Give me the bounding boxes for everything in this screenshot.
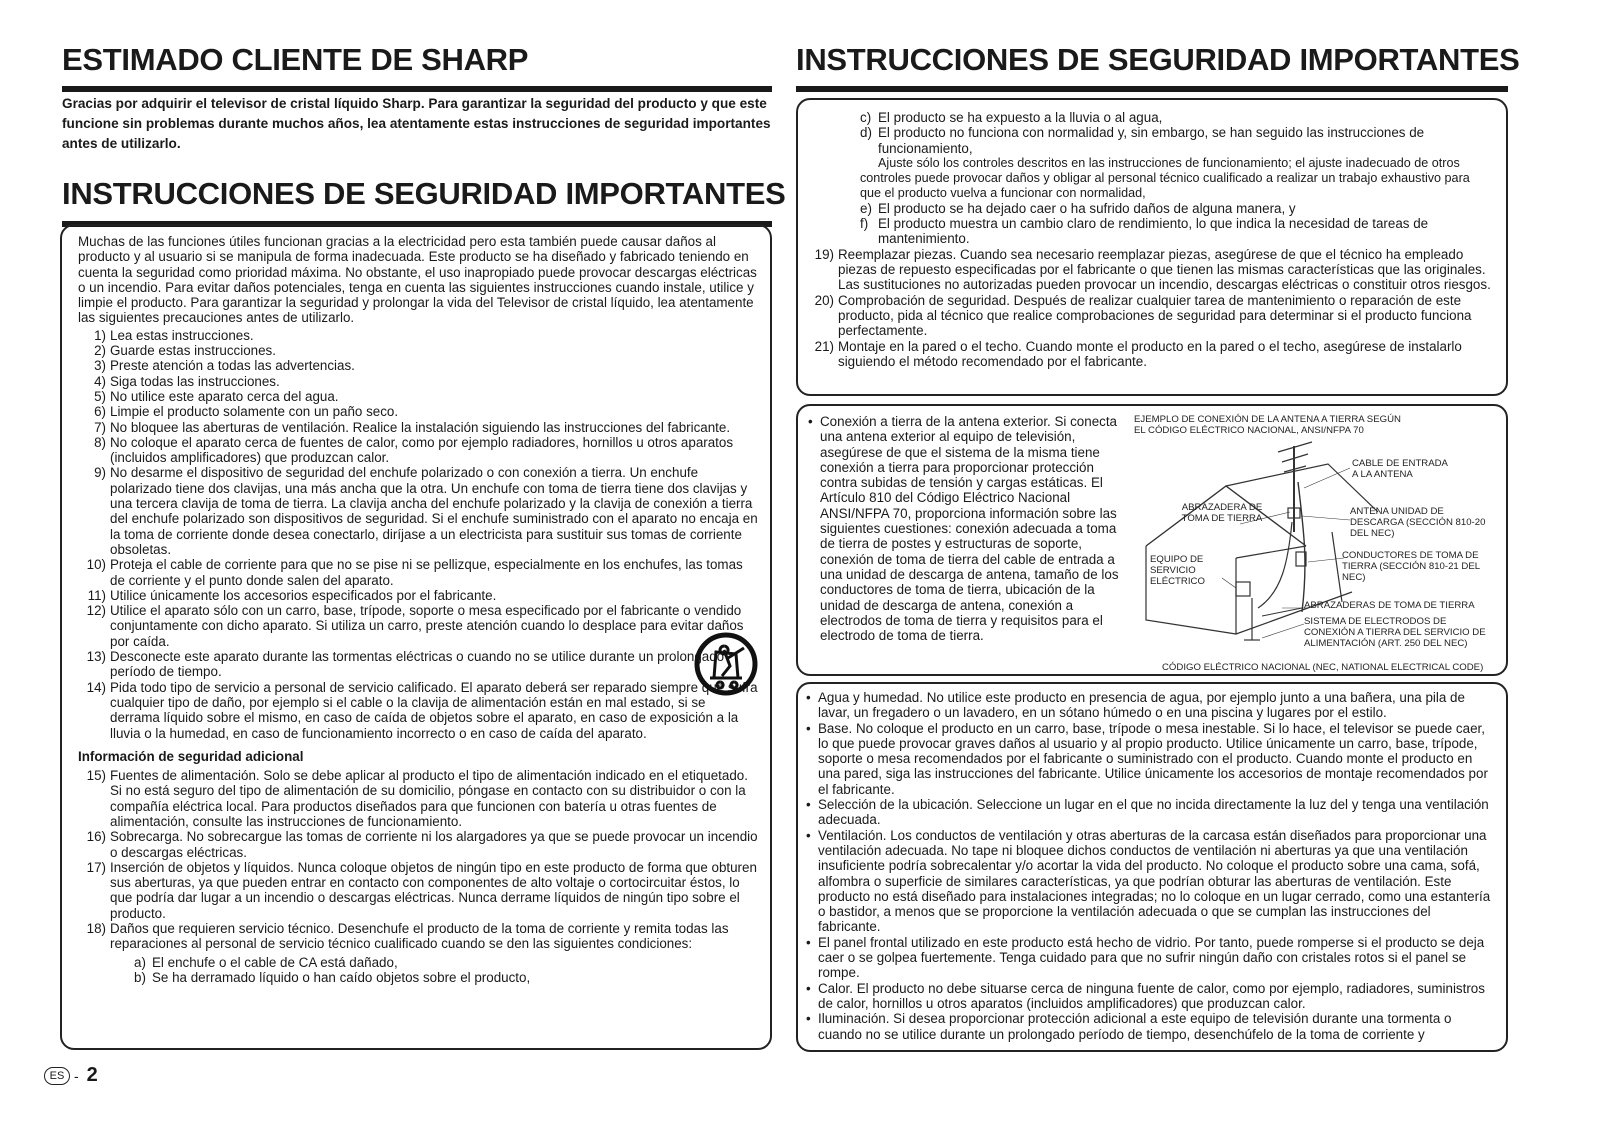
item-text: Fuentes de alimentación. Solo se debe aplicar al producto el tipo de alimentación indicado en el etiquetado. Si no está seguro del tipo de alimentación de su domicilio, póngase en contacto con su distribuidor o con la compañía eléctrica local. Para productos diseñados para que funcionen con batería u otras fuentes de alimentación, consulte las instrucciones de funcionamiento. bbox=[110, 768, 748, 829]
item-text: El enchufe o el cable de CA está dañado, bbox=[152, 954, 398, 970]
list-item bbox=[806, 247, 1494, 293]
list-item bbox=[78, 860, 758, 921]
item-text: El producto muestra un cambio claro de rendimiento, lo que indica la necesidad de tareas de mantenimiento. bbox=[878, 216, 1429, 247]
list-item bbox=[78, 588, 758, 603]
item-text: No bloquee las aberturas de ventilación. Realice la instalación siguiendo las instrucciones del fabricante. bbox=[110, 419, 731, 435]
antenna-text: • Conexión a tierra de la antena exterior. Si conecta una antena exterior al equipo de televisión, asegúrese de que el sistema de la misma tiene conexión a tierra para proporcionar protección contra subidas de tensión y cargas estáticas. El Artículo 810 del Código Eléctrico Nacional ANSI/NFPA 70, proporciona información sobre las siguientes cuestiones: conexión adecuada a toma de tierra de postes y estructuras de soporte, conexión de toma de tierra del cable de entrada a una unidad de descarga de antena, tamaño de los conductores de toma de tierra, ubicación de la unidad de descarga de antena, conexión a electrodos de toma de tierra y requisitos para el electrodo de toma de tierra. bbox=[806, 414, 1120, 643]
list-item bbox=[806, 339, 1494, 370]
item-text: Guarde estas instrucciones. bbox=[110, 343, 276, 359]
bullet-item: • Base. No coloque el producto en un carro, base, trípode o mesa inestable. Si lo hace, el televisor se puede caer, lo que puede provocar graves daños al usuario y al propio producto. Utilice únicamente un carro, base, trípode, soporte o mesa recomendados por el fabricante o suministrado con el producto. Cuando monte el producto en una pared, siga las instrucciones del fabricante. Utilice únicamente los accesorios de montaje recomendados por el fabricante. bbox=[804, 721, 1496, 797]
safety-box-right-top bbox=[796, 98, 1508, 396]
item-number: 16) bbox=[86, 829, 106, 845]
item-number: 14) bbox=[86, 679, 106, 695]
list-item bbox=[78, 389, 758, 404]
item-text: Limpie el producto solamente con un paño seco. bbox=[110, 404, 399, 420]
right-title: INSTRUCCIONES DE SEGURIDAD IMPORTANTES bbox=[796, 42, 1520, 77]
item-text: Se ha derramado líquido o han caído objetos sobre el producto, bbox=[152, 969, 531, 985]
item-text: Montaje en la pared o el techo. Cuando monte el producto en la pared o el techo, asegúrese de instalarlo siguiendo el método recomendado por el fabricante. bbox=[838, 338, 1462, 369]
item-number: 13) bbox=[86, 649, 106, 665]
item-number: 8) bbox=[94, 434, 106, 450]
item-text: Comprobación de seguridad. Después de realizar cualquier tarea de mantenimiento o reparación de este producto, pida al técnico que realice comprobaciones de seguridad para determinar si el producto funciona perfectamente. bbox=[838, 292, 1472, 339]
cart-warning-icon bbox=[694, 632, 758, 696]
item-number: b) bbox=[134, 969, 146, 985]
conditions-list-cont bbox=[806, 110, 1494, 156]
label-clamp: ABRAZADERA DE TOMA DE TIERRA bbox=[1181, 502, 1263, 524]
title-rule bbox=[62, 86, 772, 92]
item-text: Inserción de objetos y líquidos. Nunca coloque objetos de ningún tipo en este producto de forma que obturen sus aberturas, ya que pueden entrar en contacto con componentes de alto voltaje o cortocircuitar éstos, lo que podría dar lugar a un incendio o descargas eléctricas. Nunca derrame líquidos de ningún tipo sobre el producto. bbox=[110, 859, 757, 921]
bullet-item: • Iluminación. Si desea proporcionar protección adicional a este equipo de televisión durante una tormenta o cuando no se utilice durante un prolongado período de tiempo, desenchúfelo de la toma de corriente y bbox=[804, 1011, 1496, 1042]
item-text: Siga todas las instrucciones. bbox=[110, 373, 280, 389]
label-antenna-unit: ANTENA UNIDAD DE DESCARGA (SECCIÓN 810-20 DEL NEC) bbox=[1350, 506, 1486, 539]
additional-list bbox=[78, 768, 758, 952]
item-number: d) bbox=[860, 125, 872, 141]
item-text: Sobrecarga. No sobrecargue las tomas de corriente ni los alargadores ya que se puede provocar un incendio o descargas eléctricas. bbox=[110, 829, 758, 860]
box-intro: Muchas de las funciones útiles funcionan gracias a la electricidad pero esta también puede causar daños al producto y al usuario si se manipula de forma inadecuada. Este producto se ha diseñado y fabricado teniendo en cuenta la seguridad como prioridad máxima. No obstante, el uso inapropiado puede provocar descargas eléctricas o un incendio. Para evitar daños potenciales, tenga en cuenta las siguientes instrucciones cuando instale, utilice y limpie el producto. Para garantizar la seguridad y prolongar la vida del Televisor de cristal líquido, lea atentamente las siguientes precauciones antes de utilizarlo. bbox=[78, 234, 757, 326]
list-item bbox=[78, 680, 758, 741]
list-item bbox=[78, 465, 758, 557]
item-number: f) bbox=[860, 216, 869, 232]
language-badge: ES bbox=[44, 1067, 70, 1085]
list-item bbox=[860, 125, 1494, 156]
list-item bbox=[78, 358, 758, 373]
item-number: 10) bbox=[86, 557, 106, 573]
page-separator: - bbox=[74, 1067, 79, 1084]
list-item bbox=[78, 768, 758, 829]
safety-bullets bbox=[804, 690, 1496, 1042]
list-item bbox=[806, 293, 1494, 339]
list-item bbox=[860, 216, 1494, 247]
item-text: Utilice el aparato sólo con un carro, base, trípode, soporte o mesa especificado por el fabricante o vendido conjuntamente con dicho aparato. Si utiliza un carro, preste atención cuando lo desplace para evitar daños por caída. bbox=[110, 603, 744, 649]
page-title: ESTIMADO CLIENTE DE SHARP bbox=[62, 42, 529, 77]
item-number: c) bbox=[860, 110, 872, 125]
intro-text: Gracias por adquirir el televisor de cristal líquido Sharp. Para garantizar la seguridad del producto y que este funcione sin problemas durante muchos años, lea atentamente estas instrucciones de seguridad importantes antes de utilizarlo. bbox=[62, 96, 771, 151]
item-number: 2) bbox=[94, 343, 106, 359]
item-number: 6) bbox=[94, 404, 106, 420]
grounding-diagram bbox=[1132, 412, 1504, 674]
bullet-item: • Agua y humedad. No utilice este producto en presencia de agua, por ejemplo junto a una bañera, una pila de lavar, un fregadero o un lavadero, en un sótano húmedo o en una piscina y lugares por el estilo. bbox=[804, 690, 1496, 721]
item-text: Preste atención a todas las advertencias. bbox=[110, 358, 355, 374]
bullet-item: • Ventilación. Los conductos de ventilación y otras aberturas de la carcasa están diseñados para proporcionar una ventilación adecuada. No tape ni bloquee dichos conductos de ventilación ni aberturas ya que una ventilación insuficiente podría sobrecalentar y/o acortar la vida del producto. No coloque el producto sobre una cama, sofá, alfombra o superficie de similares características, ya que podrían obturar las aberturas de ventilación. Este producto no está diseñado para instalaciones integradas; no lo coloque en un lugar cerrado, como una estantería o bastidor, a menos que se proporcione la ventilación adecuada o que se cumplan las instrucciones del fabricante. bbox=[804, 828, 1496, 935]
instructions-list-cont bbox=[806, 247, 1494, 369]
section-title: INSTRUCCIONES DE SEGURIDAD IMPORTANTES bbox=[62, 176, 786, 211]
item-text: El producto no funciona con normalidad y, sin embargo, se han seguido las instrucciones de funcionamiento, bbox=[878, 125, 1425, 156]
list-item bbox=[78, 374, 758, 389]
list-item bbox=[78, 921, 758, 952]
item-number: 7) bbox=[94, 419, 106, 435]
label-electrodes: SISTEMA DE ELECTRODOS DE CONEXIÓN A TIERRA DEL SERVICIO DE ALIMENTACIÓN (ART. 250 DEL NEC) bbox=[1304, 616, 1486, 649]
label-conductors: CONDUCTORES DE TOMA DE TIERRA (SECCIÓN 810-21 DEL NEC) bbox=[1342, 550, 1480, 583]
item-text: El producto se ha expuesto a la lluvia o al agua, bbox=[878, 110, 1163, 125]
diagram-title: EJEMPLO DE CONEXIÓN DE LA ANTENA A TIERRA SEGÚN EL CÓDIGO ELÉCTRICO NACIONAL, ANSI/NFPA 70 bbox=[1134, 414, 1401, 436]
item-number: 5) bbox=[94, 388, 106, 404]
safety-box-right-bottom bbox=[796, 682, 1508, 1052]
list-item bbox=[78, 435, 758, 466]
list-item bbox=[78, 649, 758, 680]
item-number: 18) bbox=[86, 921, 106, 937]
item-number: 15) bbox=[86, 768, 106, 784]
label-cable: CABLE DE ENTRADA A LA ANTENA bbox=[1352, 458, 1448, 480]
list-item bbox=[78, 557, 758, 588]
item-number: 9) bbox=[94, 465, 106, 481]
list-item bbox=[78, 420, 758, 435]
item-number: 12) bbox=[86, 603, 106, 619]
item-number: 11) bbox=[87, 587, 106, 603]
list-item bbox=[860, 201, 1494, 216]
conditions-list-cont2 bbox=[806, 201, 1494, 247]
page-number: 2 bbox=[86, 1064, 98, 1086]
item-text: No utilice este aparato cerca del agua. bbox=[110, 388, 339, 404]
list-item bbox=[134, 970, 758, 985]
item-number: 1) bbox=[94, 327, 106, 343]
item-text: Reemplazar piezas. Cuando sea necesario reemplazar piezas, asegúrese de que el técnico ha empleado piezas de repuesto especificadas por el fabricante o que tienen las mismas características que las originales. Las sustituciones no autorizadas pueden provocar un incendio, descargas eléctricas o constituir otros riesgos. bbox=[838, 246, 1491, 293]
list-item bbox=[860, 110, 1494, 125]
item-number: 17) bbox=[86, 859, 106, 875]
right-rule bbox=[796, 86, 1508, 92]
bullet-item: • El panel frontal utilizado en este producto está hecho de vidrio. Por tanto, puede romperse si el producto se deja caer o se golpea fuertemente. Tenga cuidado para que no sufrir ningún daño con cristales rotos si el panel se rompe. bbox=[804, 935, 1496, 981]
instructions-list bbox=[78, 328, 758, 741]
additional-heading: Información de seguridad adicional bbox=[78, 748, 304, 764]
item-text: Pida todo tipo de servicio a personal de servicio calificado. El aparato deberá ser reparado siempre que sufra cualquier tipo de daño, por ejemplo si el cable o la clavija de alimentación están en mal estado, si se derrama líquido sobre el mismo, en caso de caída de objetos sobre el aparato, en caso de exposición a la lluvia o la humedad, en caso de funcionamiento incorrecto o en caso de caída del aparato. bbox=[110, 679, 758, 741]
item-text: Utilice únicamente los accesorios especificados por el fabricante. bbox=[110, 587, 497, 603]
item-number: 20) bbox=[814, 292, 834, 308]
item-number: a) bbox=[134, 954, 146, 970]
bullet-item: • Selección de la ubicación. Seleccione un lugar en el que no incida directamente la luz del y tenga una ventilación adecuada. bbox=[804, 797, 1496, 828]
item-text: No coloque el aparato cerca de fuentes de calor, como por ejemplo radiadores, hornillos u otros aparatos (incluidos amplificadores) que produzcan calor. bbox=[110, 434, 734, 466]
label-equipment: EQUIPO DE SERVICIO ELÉCTRICO bbox=[1150, 554, 1205, 587]
item-number: 19) bbox=[814, 246, 834, 262]
conditions-list bbox=[78, 955, 758, 986]
item-text: Lea estas instrucciones. bbox=[110, 327, 254, 343]
item-text: Daños que requieren servicio técnico. Desenchufe el producto de la toma de corriente y remita todas las reparaciones al personal de servicio técnico cualificado cuando se den las siguientes condiciones: bbox=[110, 921, 729, 952]
label-code: CÓDIGO ELÉCTRICO NACIONAL (NEC, NATIONAL ELECTRICAL CODE) bbox=[1162, 662, 1484, 673]
item-text: El producto se ha dejado caer o ha sufrido daños de alguna manera, y bbox=[878, 200, 1296, 216]
list-item bbox=[78, 404, 758, 419]
item-number: 21) bbox=[814, 338, 834, 354]
safety-box-left bbox=[60, 224, 772, 1050]
item-number: 4) bbox=[94, 373, 106, 389]
antenna-box bbox=[796, 404, 1508, 676]
list-item bbox=[134, 955, 758, 970]
list-item bbox=[78, 829, 758, 860]
item-number: e) bbox=[860, 200, 872, 216]
list-item bbox=[78, 328, 758, 343]
label-clamps: ABRAZADERAS DE TOMA DE TIERRA bbox=[1304, 600, 1475, 611]
list-item bbox=[78, 603, 758, 649]
list-item bbox=[78, 343, 758, 358]
item-text: No desarme el dispositivo de seguridad del enchufe polarizado o con conexión a tierra. Un enchufe polarizado tiene dos clavijas, una más ancha que la otra. Un enchufe con toma de tierra tiene dos clavijas y una tercera clavija de toma de tierra. La clavija ancha del enchufe polarizado y la clavija de conexión a tierra del enchufe polarizado son dispositivos de seguridad. Si el enchufe suministrado con el aparato no encaja en la toma de corriente donde desea conectarlo, diríjase a un electricista para sustituir sus tomas de corriente obsoletas. bbox=[110, 465, 758, 557]
page-footer bbox=[44, 1064, 98, 1087]
antenna-list bbox=[806, 414, 1120, 643]
item-number: 3) bbox=[94, 358, 106, 374]
item-text: Desconecte este aparato durante las tormentas eléctricas o cuando no se utilice durante un prolongado período de tiempo. bbox=[110, 649, 725, 680]
bullet-item: • Calor. El producto no debe situarse cerca de ninguna fuente de calor, como por ejemplo, radiadores, suministros de calor, hornillos u otros aparatos (incluidos amplificadores) que produzcan calor. bbox=[804, 981, 1496, 1012]
note-d: Ajuste sólo los controles descritos en las instrucciones de funcionamiento; el ajuste inadecuado de otros controles puede provocar daños y obligar al personal técnico cualificado a realizar un trabajo exhaustivo para que el producto vuelva a funcionar con normalidad, bbox=[860, 155, 1470, 200]
item-text: Proteja el cable de corriente para que no se pise ni se pellizque, especialmente en los enchufes, las tomas de corriente y el punto donde salen del aparato. bbox=[110, 557, 743, 588]
